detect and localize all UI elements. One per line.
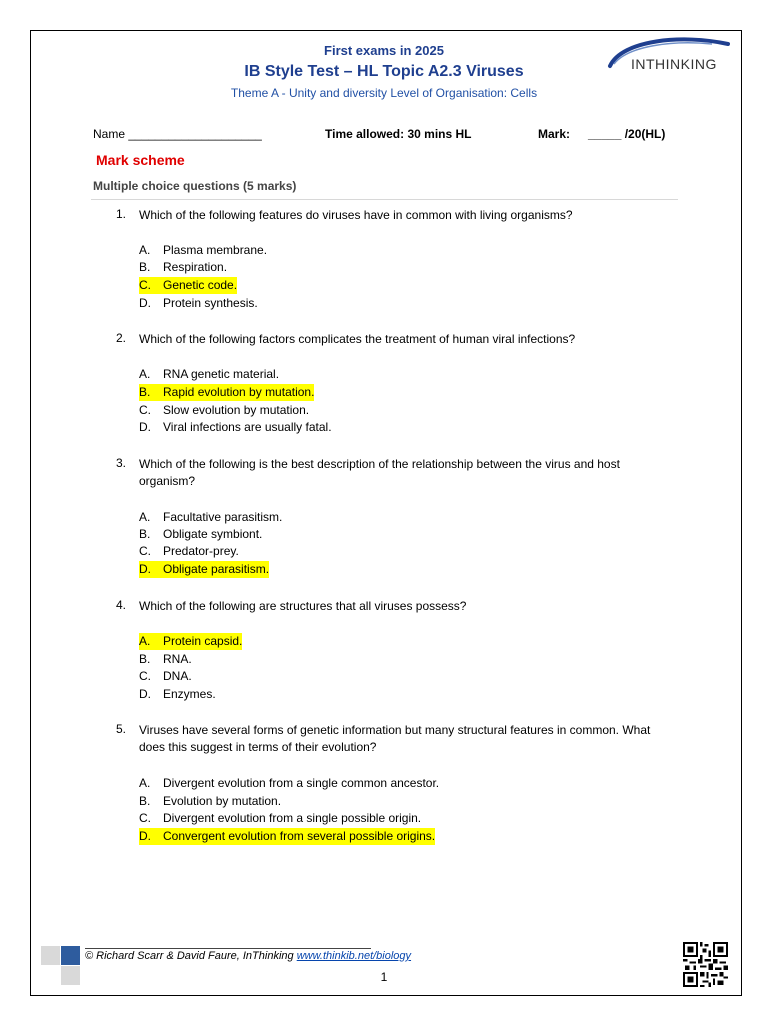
option-letter: C. — [139, 669, 151, 683]
option-letter: B. — [139, 385, 151, 399]
option-c-correct — [139, 277, 237, 294]
option-text: Genetic code. — [163, 278, 238, 292]
option-c — [139, 543, 239, 560]
option-text: Viral infections are usually fatal. — [163, 420, 332, 434]
question-text: Which of the following are structures that all viruses possess? — [139, 599, 467, 613]
option-b — [139, 793, 281, 810]
mark-label: Mark: — [538, 127, 571, 141]
copyright-notice — [85, 950, 411, 962]
option-a — [139, 242, 267, 259]
option-letter: B. — [139, 260, 151, 274]
theme-line: Theme A - Unity and diversity Level of Organisation: Cells — [230, 86, 538, 100]
option-text: DNA. — [163, 669, 192, 683]
question-number: 3. — [116, 456, 127, 470]
option-text: Facultative parasitism. — [163, 510, 283, 524]
option-text: Predator-prey. — [163, 544, 239, 558]
option-text: RNA genetic material. — [163, 367, 280, 381]
option-text: Rapid evolution by mutation. — [163, 385, 315, 399]
option-letter: C. — [139, 544, 151, 558]
option-b — [139, 651, 192, 668]
option-letter: A. — [139, 243, 151, 257]
mcq-section-heading: Multiple choice questions (5 marks) — [93, 179, 297, 193]
option-letter: A. — [139, 510, 151, 524]
option-text: Protein synthesis. — [163, 296, 258, 310]
qr-code-icon — [683, 942, 728, 987]
option-text: Obligate symbiont. — [163, 527, 263, 541]
option-a-correct — [139, 633, 242, 650]
footer-divider — [85, 948, 371, 949]
question-number: 2. — [116, 331, 127, 345]
copyright-text: © Richard Scarr & David Faure, InThinking — [85, 950, 294, 962]
option-letter: D. — [139, 687, 151, 701]
option-text: Plasma membrane. — [163, 243, 268, 257]
option-d-correct — [139, 828, 435, 845]
option-text: Protein capsid. — [163, 634, 243, 648]
option-a — [139, 509, 282, 526]
page-number: 1 — [380, 970, 388, 984]
option-b-correct — [139, 384, 314, 401]
option-b — [139, 259, 227, 276]
option-letter: D. — [139, 829, 151, 843]
option-letter: A. — [139, 367, 151, 381]
option-letter: B. — [139, 652, 151, 666]
question-text: Which of the following factors complicates the treatment of human viral infections? — [139, 332, 576, 346]
option-a — [139, 366, 279, 383]
option-c — [139, 402, 309, 419]
option-letter: D. — [139, 420, 151, 434]
option-text: Respiration. — [163, 260, 228, 274]
option-d — [139, 295, 258, 312]
footer-square-blue — [61, 946, 80, 965]
question-number: 5. — [116, 722, 127, 736]
option-text: Convergent evolution from several possible origins. — [163, 829, 436, 843]
question-number: 4. — [116, 598, 127, 612]
option-letter: B. — [139, 527, 151, 541]
section-divider — [91, 199, 678, 200]
question-text: Which of the following features do viruses have in common with living organisms? — [139, 208, 573, 222]
page-title: IB Style Test – HL Topic A2.3 Viruses — [244, 63, 524, 80]
option-a — [139, 775, 439, 792]
logo-text: INTHINKING — [631, 56, 717, 72]
option-letter: C. — [139, 278, 151, 292]
mark-value: _____ /20(HL) — [588, 127, 666, 141]
option-text: Enzymes. — [163, 687, 216, 701]
option-text: RNA. — [163, 652, 192, 666]
option-text: Obligate parasitism. — [163, 562, 270, 576]
option-d — [139, 686, 216, 703]
option-letter: C. — [139, 811, 151, 825]
question-text: Viruses have several forms of genetic information but many structural features in common. What does this suggest in terms of their evolution? — [139, 723, 651, 754]
option-text: Divergent evolution from a single common ancestor. — [163, 776, 440, 790]
option-b — [139, 526, 262, 543]
option-letter: A. — [139, 634, 151, 648]
time-allowed-label: Time allowed: 30 mins HL — [325, 127, 472, 141]
option-letter: B. — [139, 794, 151, 808]
option-d — [139, 419, 332, 436]
option-c — [139, 810, 421, 827]
option-text: Evolution by mutation. — [163, 794, 282, 808]
website-link[interactable]: www.thinkib.net/biology — [296, 950, 412, 962]
page-border — [30, 30, 742, 996]
question-text: Which of the following is the best description of the relationship between the virus and host organism? — [139, 457, 620, 488]
question-number: 1. — [116, 207, 127, 221]
mark-scheme-heading: Mark scheme — [96, 152, 185, 168]
option-d-correct — [139, 561, 269, 578]
name-field-label: Name ____________________ — [93, 127, 262, 141]
option-text: Slow evolution by mutation. — [163, 403, 310, 417]
option-letter: A. — [139, 776, 151, 790]
exam-year-subtitle: First exams in 2025 — [324, 43, 444, 58]
option-text: Divergent evolution from a single possible origin. — [163, 811, 422, 825]
option-letter: D. — [139, 562, 151, 576]
option-letter: D. — [139, 296, 151, 310]
option-c — [139, 668, 192, 685]
footer-square-grey — [41, 946, 60, 965]
option-letter: C. — [139, 403, 151, 417]
